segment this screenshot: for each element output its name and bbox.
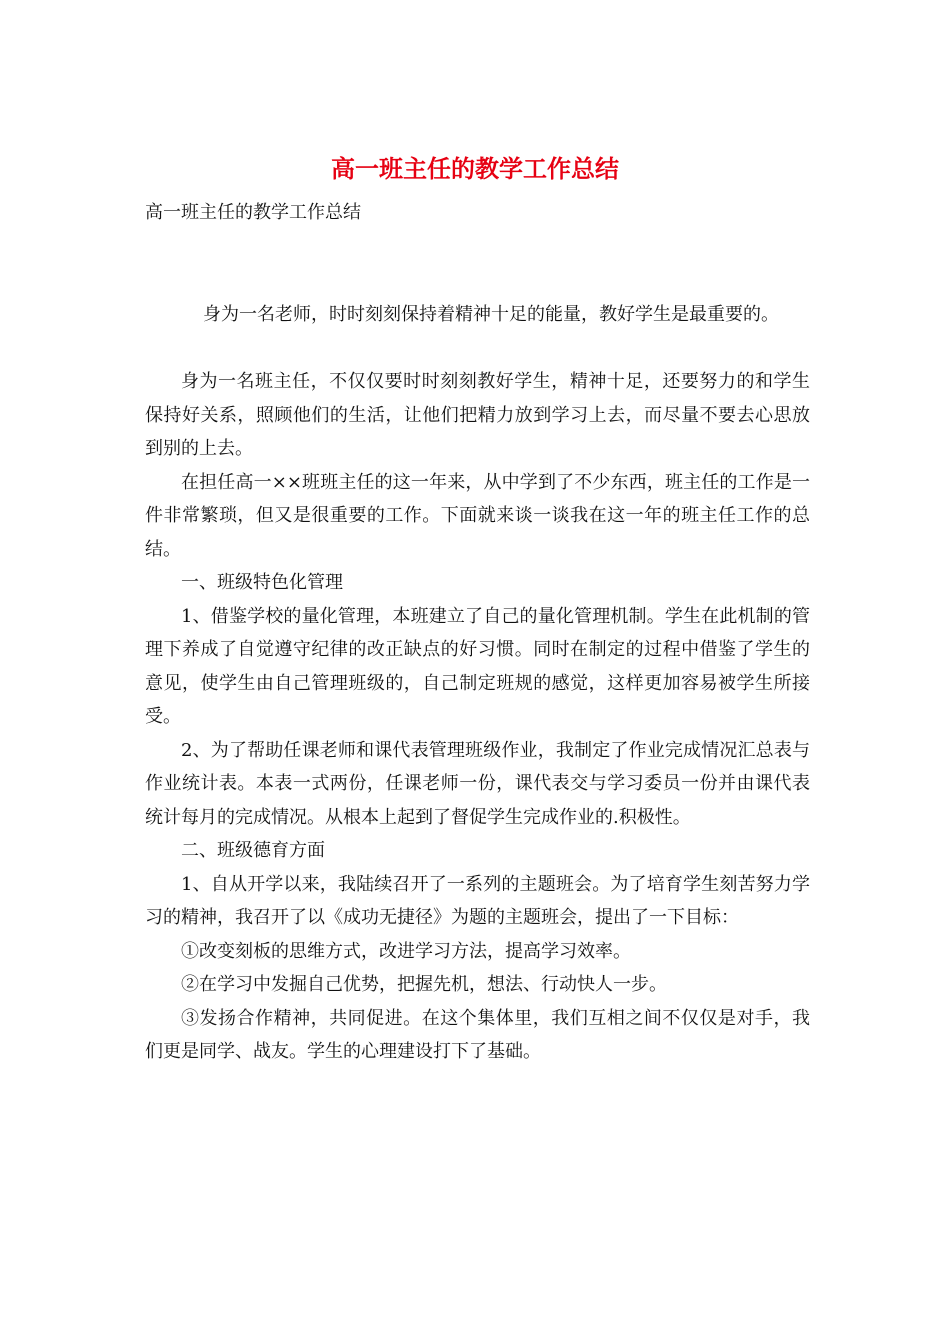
document-subtitle: 高一班主任的教学工作总结 <box>145 202 361 223</box>
paragraph: 在担任高一××班班主任的这一年来，从中学到了不少东西，班主任的工作是一件非常繁琐，但又是很重要的工作。下面就来谈一谈我在这一年的班主任工作的总结。 <box>145 471 810 560</box>
paragraph: 身为一名班主任，不仅仅要时时刻刻教好学生，精神十足，还要努力的和学生保持好关系，照顾他们的生活，让他们把精力放到学习上去，而尽量不要去心思放到别的上去。 <box>145 371 810 459</box>
section-heading-2: 二、班级德育方面 <box>181 840 325 861</box>
paragraph: 2、为了帮助任课老师和课代表管理班级作业，我制定了作业完成情况汇总表与作业统计表。本表一式两份，任课老师一份，课代表交与学习委员一份并由课代表统计每月的完成情况。从根本上起到了督促学生完成作业的.积极性。 <box>145 739 810 828</box>
list-item: ②在学习中发掘自己优势，把握先机，想法、行动快人一步。 <box>181 974 667 995</box>
list-item: ①改变刻板的思维方式，改进学习方法，提高学习效率。 <box>181 940 631 962</box>
list-item: ③发扬合作精神，共同促进。在这个集体里，我们互相之间不仅仅是对手，我们更是同学、战友。学生的心理建设打下了基础。 <box>145 1007 810 1062</box>
intro-paragraph: 身为一名老师，时时刻刻保持着精神十足的能量，教好学生是最重要的。 <box>203 304 779 325</box>
section-heading-1: 一、班级特色化管理 <box>181 572 343 593</box>
document-body <box>145 298 810 1069</box>
document-title: 高一班主任的教学工作总结 <box>331 155 619 183</box>
paragraph: 1、借鉴学校的量化管理，本班建立了自己的量化管理机制。学生在此机制的管理下养成了自觉遵守纪律的改正缺点的好习惯。同时在制定的过程中借鉴了学生的意见，使学生由自己管理班级的，自己制定班规的感觉，这样更加容易被学生所接受。 <box>145 605 810 727</box>
paragraph: 1、自从开学以来，我陆续召开了一系列的主题班会。为了培育学生刻苦努力学习的精神，我召开了以《成功无捷径》为题的主题班会，提出了一下目标： <box>145 873 810 928</box>
